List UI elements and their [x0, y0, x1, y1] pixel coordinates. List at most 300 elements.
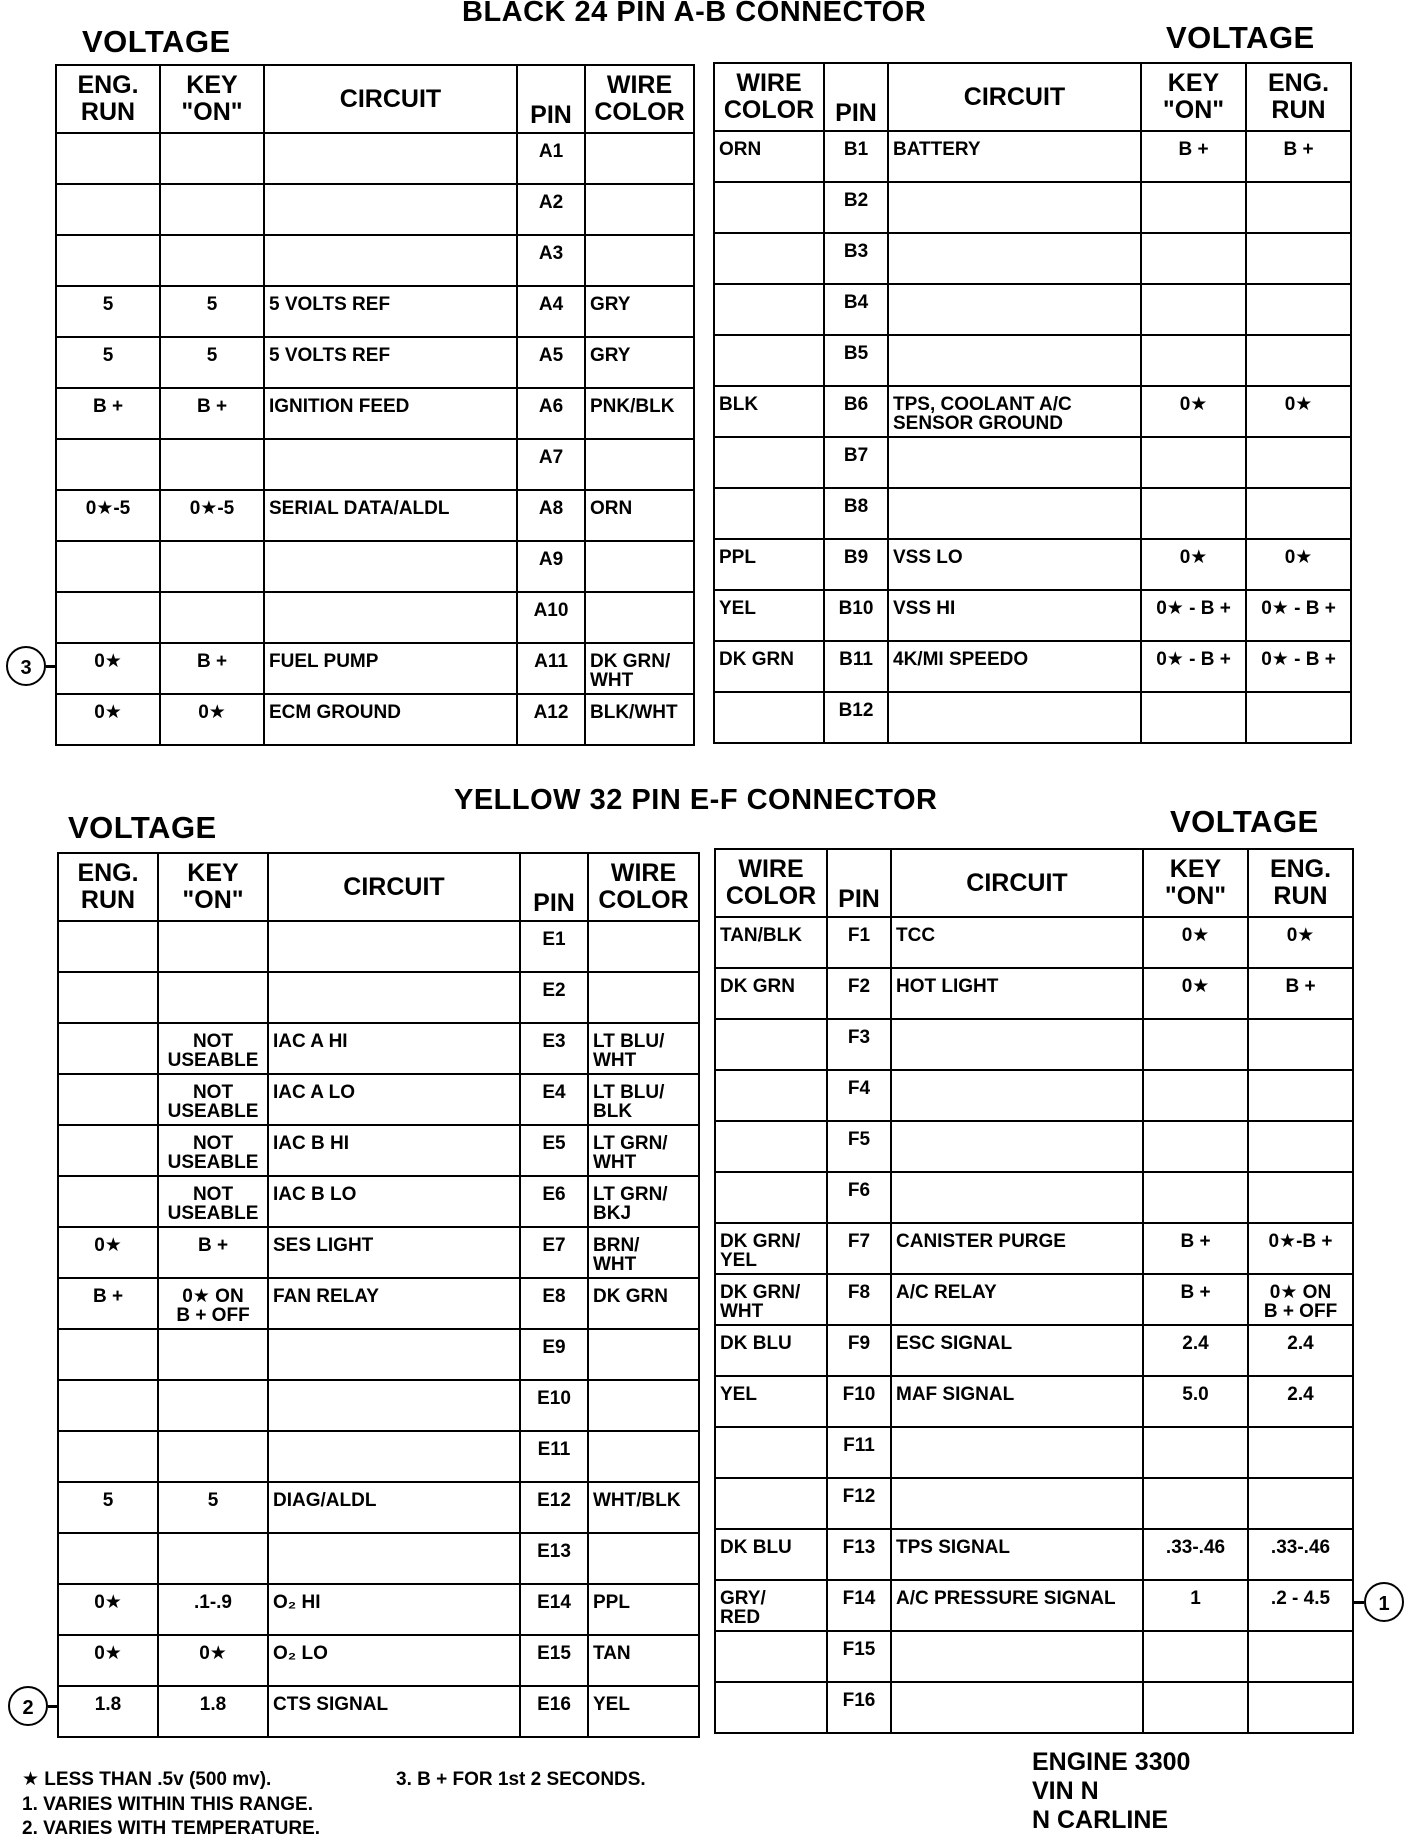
cell-eng-run — [56, 592, 160, 643]
engine-line-1: ENGINE 3300 — [1032, 1748, 1191, 1776]
cell-wire-color — [715, 1631, 827, 1682]
cell-eng-run: 5 — [56, 337, 160, 388]
pin-row-a7 — [56, 439, 694, 490]
cell-wire-color — [588, 1533, 699, 1584]
cell-key-on — [158, 1380, 268, 1431]
cell-eng-run: .33-.46 — [1248, 1529, 1353, 1580]
cell-pin: E9 — [520, 1329, 588, 1380]
cell-circuit: IGNITION FEED — [264, 388, 517, 439]
ab-connector-title: BLACK 24 PIN A-B CONNECTOR — [462, 0, 927, 28]
cell-circuit: IAC B HI — [268, 1125, 520, 1176]
callout-1-leader — [1352, 1601, 1364, 1604]
cell-circuit — [891, 1427, 1143, 1478]
cell-circuit — [264, 235, 517, 286]
col-header-eng-run: ENG. RUN — [56, 65, 160, 133]
cell-eng-run: .2 - 4.5 — [1248, 1580, 1353, 1631]
cell-key-on: NOT USEABLE — [158, 1023, 268, 1074]
cell-wire-color: BLK — [714, 386, 824, 437]
cell-eng-run — [1246, 488, 1351, 539]
cell-wire-color: YEL — [588, 1686, 699, 1737]
cell-eng-run — [58, 1533, 158, 1584]
cell-eng-run — [1248, 1121, 1353, 1172]
pin-row-b11 — [714, 641, 1351, 692]
cell-eng-run: 0★ — [1248, 917, 1353, 968]
pin-row-f7 — [715, 1223, 1353, 1274]
cell-pin: F5 — [827, 1121, 891, 1172]
cell-circuit: FUEL PUMP — [264, 643, 517, 694]
cell-key-on — [1141, 437, 1246, 488]
cell-key-on — [1143, 1172, 1248, 1223]
cell-eng-run — [58, 1329, 158, 1380]
ef-left-table — [57, 852, 700, 1738]
cell-pin: F7 — [827, 1223, 891, 1274]
pin-row-e9 — [58, 1329, 699, 1380]
cell-circuit — [264, 592, 517, 643]
cell-wire-color — [714, 692, 824, 743]
cell-wire-color — [714, 335, 824, 386]
cell-circuit — [888, 284, 1141, 335]
cell-pin: B11 — [824, 641, 888, 692]
callout-3-leader — [46, 665, 56, 668]
cell-pin: B12 — [824, 692, 888, 743]
cell-eng-run: 5 — [58, 1482, 158, 1533]
pin-row-f15 — [715, 1631, 1353, 1682]
cell-wire-color: TAN — [588, 1635, 699, 1686]
pin-row-a6 — [56, 388, 694, 439]
cell-pin: B1 — [824, 131, 888, 182]
cell-key-on: B + — [1143, 1223, 1248, 1274]
col-header-circuit: CIRCUIT — [891, 849, 1143, 917]
cell-circuit: TPS, COOLANT A/C SENSOR GROUND — [888, 386, 1141, 437]
pin-row-b1 — [714, 131, 1351, 182]
pin-row-f2 — [715, 968, 1353, 1019]
cell-circuit — [264, 439, 517, 490]
cell-pin: F6 — [827, 1172, 891, 1223]
cell-eng-run: 0★-5 — [56, 490, 160, 541]
cell-key-on: 5 — [160, 337, 264, 388]
cell-pin: B8 — [824, 488, 888, 539]
cell-pin: E8 — [520, 1278, 588, 1329]
pin-row-b6 — [714, 386, 1351, 437]
cell-circuit: A/C RELAY — [891, 1274, 1143, 1325]
cell-key-on — [160, 235, 264, 286]
cell-circuit: HOT LIGHT — [891, 968, 1143, 1019]
cell-pin: A3 — [517, 235, 585, 286]
cell-key-on: 0★ - B + — [1141, 590, 1246, 641]
cell-circuit — [891, 1631, 1143, 1682]
cell-pin: A7 — [517, 439, 585, 490]
cell-eng-run: 0★ — [58, 1227, 158, 1278]
cell-key-on: B + — [1143, 1274, 1248, 1325]
ab-voltage-label-left: VOLTAGE — [82, 24, 231, 59]
pin-row-e3 — [58, 1023, 699, 1074]
cell-circuit: SERIAL DATA/ALDL — [264, 490, 517, 541]
cell-pin: F1 — [827, 917, 891, 968]
cell-circuit — [264, 184, 517, 235]
cell-pin: F15 — [827, 1631, 891, 1682]
pin-row-f13 — [715, 1529, 1353, 1580]
cell-eng-run — [1246, 284, 1351, 335]
cell-eng-run — [1246, 182, 1351, 233]
col-header-key-on: KEY "ON" — [160, 65, 264, 133]
ef-voltage-label-left: VOLTAGE — [68, 810, 217, 845]
cell-eng-run — [1248, 1682, 1353, 1733]
cell-key-on — [158, 972, 268, 1023]
pin-row-b5 — [714, 335, 1351, 386]
cell-key-on — [158, 1431, 268, 1482]
cell-pin: F14 — [827, 1580, 891, 1631]
pin-row-f5 — [715, 1121, 1353, 1172]
cell-pin: F10 — [827, 1376, 891, 1427]
cell-eng-run — [1246, 335, 1351, 386]
cell-pin: E2 — [520, 972, 588, 1023]
cell-key-on: 2.4 — [1143, 1325, 1248, 1376]
cell-circuit — [891, 1121, 1143, 1172]
cell-wire-color: TAN/BLK — [715, 917, 827, 968]
cell-wire-color — [588, 972, 699, 1023]
pin-row-a3 — [56, 235, 694, 286]
cell-eng-run — [58, 1431, 158, 1482]
pin-row-e1 — [58, 921, 699, 972]
ab-right-table — [713, 62, 1352, 744]
cell-key-on — [160, 184, 264, 235]
cell-wire-color — [715, 1121, 827, 1172]
cell-circuit — [888, 233, 1141, 284]
pin-row-e11 — [58, 1431, 699, 1482]
cell-wire-color: PPL — [714, 539, 824, 590]
cell-key-on: 0★ — [1143, 917, 1248, 968]
cell-pin: B7 — [824, 437, 888, 488]
cell-pin: A2 — [517, 184, 585, 235]
cell-key-on: B + — [158, 1227, 268, 1278]
cell-eng-run — [56, 133, 160, 184]
col-header-key-on: KEY "ON" — [158, 853, 268, 921]
cell-wire-color: GRY — [585, 286, 694, 337]
cell-circuit: VSS HI — [888, 590, 1141, 641]
cell-circuit: TCC — [891, 917, 1143, 968]
cell-pin: A1 — [517, 133, 585, 184]
cell-wire-color: PNK/BLK — [585, 388, 694, 439]
cell-key-on — [158, 1329, 268, 1380]
col-header-key-on: KEY "ON" — [1143, 849, 1248, 917]
cell-wire-color: PPL — [588, 1584, 699, 1635]
pin-row-a11 — [56, 643, 694, 694]
cell-circuit — [888, 488, 1141, 539]
cell-circuit — [891, 1070, 1143, 1121]
cell-key-on: .33-.46 — [1143, 1529, 1248, 1580]
cell-wire-color: DK GRN — [715, 968, 827, 1019]
cell-pin: F16 — [827, 1682, 891, 1733]
pin-row-a5 — [56, 337, 694, 388]
cell-wire-color: LT GRN/ BKJ — [588, 1176, 699, 1227]
cell-key-on — [1143, 1427, 1248, 1478]
pin-row-b4 — [714, 284, 1351, 335]
pin-row-b7 — [714, 437, 1351, 488]
pin-row-e12 — [58, 1482, 699, 1533]
col-header-wire-color: WIRE COLOR — [588, 853, 699, 921]
cell-wire-color: GRY — [585, 337, 694, 388]
cell-wire-color: DK BLU — [715, 1529, 827, 1580]
cell-pin: E10 — [520, 1380, 588, 1431]
cell-key-on: 5.0 — [1143, 1376, 1248, 1427]
cell-key-on — [1141, 335, 1246, 386]
cell-wire-color: BLK/WHT — [585, 694, 694, 745]
cell-eng-run — [1246, 437, 1351, 488]
cell-wire-color: WHT/BLK — [588, 1482, 699, 1533]
pin-row-a12 — [56, 694, 694, 745]
cell-wire-color: DK GRN — [714, 641, 824, 692]
cell-wire-color: DK GRN/ YEL — [715, 1223, 827, 1274]
cell-pin: E15 — [520, 1635, 588, 1686]
cell-key-on — [1141, 182, 1246, 233]
col-header-circuit: CIRCUIT — [264, 65, 517, 133]
pin-row-b8 — [714, 488, 1351, 539]
cell-circuit — [268, 1380, 520, 1431]
cell-eng-run — [58, 1074, 158, 1125]
cell-wire-color — [585, 133, 694, 184]
cell-eng-run — [56, 235, 160, 286]
cell-circuit — [268, 1329, 520, 1380]
cell-pin: F11 — [827, 1427, 891, 1478]
cell-eng-run: 0★ — [58, 1584, 158, 1635]
cell-pin: F9 — [827, 1325, 891, 1376]
cell-wire-color: LT BLU/ BLK — [588, 1074, 699, 1125]
ab-voltage-label-right: VOLTAGE — [1166, 20, 1315, 55]
cell-circuit: ESC SIGNAL — [891, 1325, 1143, 1376]
cell-key-on — [158, 1533, 268, 1584]
pin-row-b12 — [714, 692, 1351, 743]
cell-eng-run: 0★ — [1246, 386, 1351, 437]
cell-eng-run: 0★ — [1246, 539, 1351, 590]
col-header-eng-run: ENG. RUN — [1246, 63, 1351, 131]
cell-circuit: CTS SIGNAL — [268, 1686, 520, 1737]
cell-circuit: CANISTER PURGE — [891, 1223, 1143, 1274]
pin-row-e2 — [58, 972, 699, 1023]
cell-wire-color: LT GRN/ WHT — [588, 1125, 699, 1176]
cell-key-on — [1143, 1682, 1248, 1733]
cell-key-on — [1141, 488, 1246, 539]
cell-key-on — [160, 133, 264, 184]
cell-circuit — [891, 1478, 1143, 1529]
pin-row-f11 — [715, 1427, 1353, 1478]
cell-eng-run: 2.4 — [1248, 1325, 1353, 1376]
cell-wire-color — [714, 233, 824, 284]
cell-circuit: 4K/MI SPEEDO — [888, 641, 1141, 692]
cell-wire-color: YEL — [715, 1376, 827, 1427]
cell-eng-run: 0★-B + — [1248, 1223, 1353, 1274]
col-header-pin: PIN — [824, 63, 888, 131]
cell-key-on: 0★ - B + — [1141, 641, 1246, 692]
cell-wire-color: DK GRN/ WHT — [715, 1274, 827, 1325]
cell-circuit: BATTERY — [888, 131, 1141, 182]
cell-circuit — [268, 921, 520, 972]
pin-row-b2 — [714, 182, 1351, 233]
cell-pin: F12 — [827, 1478, 891, 1529]
cell-wire-color — [714, 284, 824, 335]
col-header-eng-run: ENG. RUN — [58, 853, 158, 921]
cell-circuit — [888, 692, 1141, 743]
cell-key-on: NOT USEABLE — [158, 1074, 268, 1125]
cell-wire-color: ORN — [585, 490, 694, 541]
cell-key-on: 0★ — [158, 1635, 268, 1686]
cell-circuit — [264, 541, 517, 592]
cell-circuit — [268, 1431, 520, 1482]
pin-row-e10 — [58, 1380, 699, 1431]
cell-wire-color — [715, 1172, 827, 1223]
cell-pin: F3 — [827, 1019, 891, 1070]
cell-wire-color — [585, 235, 694, 286]
cell-wire-color: ORN — [714, 131, 824, 182]
callout-1: 1 — [1364, 1582, 1404, 1622]
cell-key-on: B + — [160, 643, 264, 694]
note-1: 1. VARIES WITHIN THIS RANGE. — [22, 1794, 314, 1815]
cell-key-on: B + — [160, 388, 264, 439]
cell-pin: B6 — [824, 386, 888, 437]
col-header-eng-run: ENG. RUN — [1248, 849, 1353, 917]
cell-eng-run — [1248, 1631, 1353, 1682]
pin-row-b10 — [714, 590, 1351, 641]
cell-eng-run — [56, 439, 160, 490]
cell-pin: E6 — [520, 1176, 588, 1227]
cell-pin: F4 — [827, 1070, 891, 1121]
cell-pin: E1 — [520, 921, 588, 972]
cell-key-on — [1143, 1070, 1248, 1121]
cell-circuit — [891, 1019, 1143, 1070]
cell-circuit — [264, 133, 517, 184]
cell-pin: E4 — [520, 1074, 588, 1125]
pin-row-a9 — [56, 541, 694, 592]
cell-circuit: O₂ HI — [268, 1584, 520, 1635]
cell-wire-color: GRY/ RED — [715, 1580, 827, 1631]
cell-key-on: 1 — [1143, 1580, 1248, 1631]
cell-eng-run: 0★ - B + — [1246, 590, 1351, 641]
cell-circuit: IAC A HI — [268, 1023, 520, 1074]
cell-eng-run — [58, 1125, 158, 1176]
cell-key-on: 0★ ON B + OFF — [158, 1278, 268, 1329]
cell-key-on: 0★-5 — [160, 490, 264, 541]
cell-wire-color: BRN/ WHT — [588, 1227, 699, 1278]
col-header-circuit: CIRCUIT — [888, 63, 1141, 131]
pin-row-e8 — [58, 1278, 699, 1329]
cell-pin: E5 — [520, 1125, 588, 1176]
pin-row-f4 — [715, 1070, 1353, 1121]
note-2: 2. VARIES WITH TEMPERATURE. — [22, 1818, 321, 1839]
col-header-key-on: KEY "ON" — [1141, 63, 1246, 131]
cell-wire-color — [585, 439, 694, 490]
note-3: 3. B + FOR 1st 2 SECONDS. — [396, 1769, 646, 1790]
cell-pin: E3 — [520, 1023, 588, 1074]
cell-eng-run: 1.8 — [58, 1686, 158, 1737]
cell-wire-color — [714, 488, 824, 539]
cell-key-on: B + — [1141, 131, 1246, 182]
pin-row-b3 — [714, 233, 1351, 284]
cell-eng-run: B + — [1248, 968, 1353, 1019]
cell-circuit: A/C PRESSURE SIGNAL — [891, 1580, 1143, 1631]
cell-pin: A4 — [517, 286, 585, 337]
pin-row-a8 — [56, 490, 694, 541]
cell-eng-run: 2.4 — [1248, 1376, 1353, 1427]
cell-eng-run — [58, 1380, 158, 1431]
pin-row-a2 — [56, 184, 694, 235]
cell-wire-color — [715, 1427, 827, 1478]
cell-pin: A9 — [517, 541, 585, 592]
pin-row-f3 — [715, 1019, 1353, 1070]
cell-circuit: O₂ LO — [268, 1635, 520, 1686]
pin-row-e6 — [58, 1176, 699, 1227]
cell-key-on: 0★ — [1141, 539, 1246, 590]
cell-key-on — [1141, 233, 1246, 284]
cell-eng-run — [58, 921, 158, 972]
callout-3: 3 — [6, 646, 46, 686]
cell-pin: A6 — [517, 388, 585, 439]
callout-2: 2 — [8, 1686, 48, 1726]
cell-circuit: MAF SIGNAL — [891, 1376, 1143, 1427]
cell-eng-run — [1246, 692, 1351, 743]
pin-row-e5 — [58, 1125, 699, 1176]
cell-eng-run: 0★ — [56, 643, 160, 694]
cell-eng-run — [1248, 1478, 1353, 1529]
cell-pin: B3 — [824, 233, 888, 284]
cell-eng-run: 5 — [56, 286, 160, 337]
cell-pin: F2 — [827, 968, 891, 1019]
cell-pin: B9 — [824, 539, 888, 590]
pin-row-a1 — [56, 133, 694, 184]
cell-eng-run: 0★ — [56, 694, 160, 745]
col-header-wire-color: WIRE COLOR — [715, 849, 827, 917]
cell-key-on — [158, 921, 268, 972]
cell-eng-run — [56, 541, 160, 592]
cell-pin: F8 — [827, 1274, 891, 1325]
cell-wire-color — [715, 1682, 827, 1733]
cell-pin: E14 — [520, 1584, 588, 1635]
pin-row-e14 — [58, 1584, 699, 1635]
cell-pin: B2 — [824, 182, 888, 233]
cell-pin: E11 — [520, 1431, 588, 1482]
cell-key-on: 1.8 — [158, 1686, 268, 1737]
cell-pin: A8 — [517, 490, 585, 541]
cell-circuit: 5 VOLTS REF — [264, 337, 517, 388]
cell-key-on — [1143, 1631, 1248, 1682]
cell-pin: B10 — [824, 590, 888, 641]
cell-circuit: TPS SIGNAL — [891, 1529, 1143, 1580]
cell-circuit: 5 VOLTS REF — [264, 286, 517, 337]
pin-row-f6 — [715, 1172, 1353, 1223]
cell-wire-color — [714, 182, 824, 233]
cell-key-on — [1143, 1019, 1248, 1070]
cell-key-on: .1-.9 — [158, 1584, 268, 1635]
cell-wire-color — [585, 541, 694, 592]
cell-wire-color — [588, 1380, 699, 1431]
cell-key-on — [1143, 1121, 1248, 1172]
cell-eng-run — [1246, 233, 1351, 284]
cell-eng-run — [1248, 1427, 1353, 1478]
ab-left-table — [55, 64, 695, 746]
cell-key-on: NOT USEABLE — [158, 1176, 268, 1227]
engine-line-3: N CARLINE — [1032, 1806, 1169, 1834]
cell-circuit: VSS LO — [888, 539, 1141, 590]
cell-wire-color: YEL — [714, 590, 824, 641]
cell-wire-color: DK GRN — [588, 1278, 699, 1329]
cell-wire-color — [715, 1019, 827, 1070]
col-header-pin: PIN — [827, 849, 891, 917]
cell-circuit: IAC A LO — [268, 1074, 520, 1125]
cell-circuit — [888, 182, 1141, 233]
cell-pin: B4 — [824, 284, 888, 335]
pin-row-f16 — [715, 1682, 1353, 1733]
pin-row-e4 — [58, 1074, 699, 1125]
cell-eng-run: 0★ - B + — [1246, 641, 1351, 692]
engine-line-2: VIN N — [1032, 1777, 1099, 1805]
